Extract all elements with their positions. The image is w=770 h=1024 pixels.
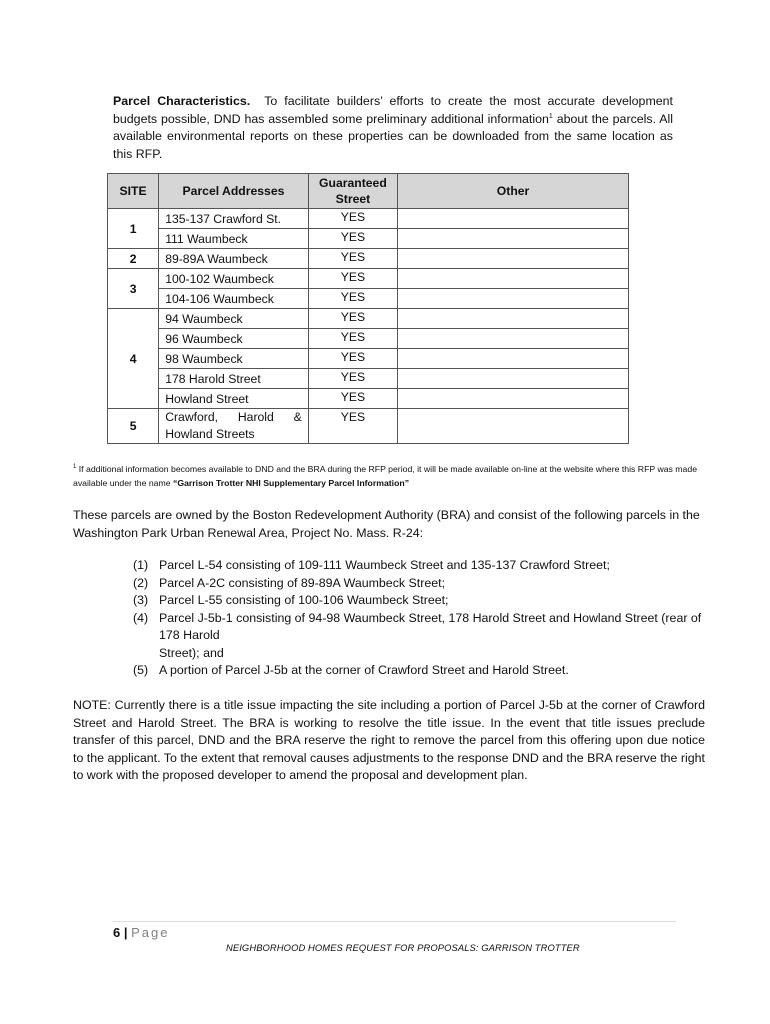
footnote-marker: 1 [73, 464, 77, 471]
guaranteed-cell: YES [308, 329, 397, 349]
list-item [133, 610, 705, 663]
guaranteed-cell: YES [308, 389, 397, 409]
page-number-separator: | [123, 925, 128, 940]
intro-text: To facilitate builders’ efforts to create the most accurate development budgets possible, DND has assembled some preliminary additional information [113, 94, 673, 126]
address-word: & [293, 410, 302, 424]
site-cell: 5 [108, 409, 159, 444]
intro-text-continued: about the parcels. All available environmental reports on these properties can be downloaded from the same location as this RFP. [113, 111, 673, 161]
address-cell: 104-106 Waumbeck [159, 289, 309, 309]
list-text-continued: Street); and [159, 645, 224, 660]
list-item [133, 557, 705, 575]
address-cell [159, 409, 309, 444]
header-parcel-addresses: Parcel Addresses [159, 174, 309, 209]
footer-divider [113, 921, 676, 922]
list-number: (2) [133, 575, 149, 590]
header-site: SITE [108, 174, 159, 209]
parcel-table [107, 173, 629, 444]
list-text: Parcel A-2C consisting of 89-89A Waumbeck Street; [159, 575, 446, 590]
address-word: Crawford, [165, 410, 219, 424]
other-cell [398, 229, 629, 249]
address-cell: 89-89A Waumbeck [159, 249, 309, 269]
site-cell: 1 [108, 209, 159, 249]
address-word: Harold [237, 410, 274, 424]
parcel-characteristics-paragraph [113, 93, 673, 163]
header-guaranteed-street-label: Guaranteed Street [319, 176, 387, 206]
list-item [133, 575, 705, 593]
guaranteed-cell: YES [308, 369, 397, 389]
address-line-2: Howland Streets [165, 427, 255, 441]
table-row [108, 329, 629, 349]
other-cell [398, 249, 629, 269]
other-cell [398, 209, 629, 229]
table-row [108, 309, 629, 329]
footnote-bold-name: “Garrison Trotter NHI Supplementary Parcel Information” [172, 478, 410, 488]
table-row [108, 249, 629, 269]
list-item [133, 592, 705, 610]
guaranteed-cell: YES [308, 249, 397, 269]
header-guaranteed-street [308, 174, 397, 209]
address-cell: 94 Waumbeck [159, 309, 309, 329]
list-number: (4) [133, 610, 149, 625]
address-cell: 111 Waumbeck [159, 229, 309, 249]
table-row [108, 229, 629, 249]
page-label: Page [131, 925, 170, 940]
site-cell: 2 [108, 249, 159, 269]
table-row [108, 389, 629, 409]
address-cell: Howland Street [159, 389, 309, 409]
header-other: Other [398, 174, 629, 209]
address-cell: 98 Waumbeck [159, 349, 309, 369]
guaranteed-cell: YES [308, 409, 397, 444]
guaranteed-cell: YES [308, 289, 397, 309]
other-cell [398, 269, 629, 289]
table-row [108, 369, 629, 389]
parcel-characteristics-heading: Parcel Characteristics. [113, 94, 251, 108]
other-cell [398, 309, 629, 329]
table-row [108, 269, 629, 289]
guaranteed-cell: YES [308, 229, 397, 249]
other-cell [398, 329, 629, 349]
list-number: (3) [133, 593, 149, 607]
address-cell: 96 Waumbeck [159, 329, 309, 349]
table-header-row [108, 174, 629, 209]
address-cell: 100-102 Waumbeck [159, 269, 309, 289]
list-text: Parcel L-54 consisting of 109-111 Waumbeck Street and 135-137 Crawford Street; [159, 558, 610, 572]
table-row [108, 209, 629, 229]
list-text: Parcel J-5b-1 consisting of 94-98 Waumbeck Street, 178 Harold Street and Howland Street (rear of 178 Harold [159, 610, 702, 642]
table-row [108, 409, 629, 444]
other-cell [398, 389, 629, 409]
table-row [108, 349, 629, 369]
footnote-text: If additional information becomes available to DND and the BRA during the RFP period, it will be made available on-line at the website where this RFP was made available under the name [73, 464, 698, 488]
title-issue-note: NOTE: Currently there is a title issue impacting the site including a portion of Parcel J-5b at the corner of Crawford Street and Harold Street. The BRA is working to resolve the title issue. In the event that title issues preclude transfer of this parcel, DND and the BRA reserve the right to remove the parcel from this offering upon due notice to the applicant. To the extent that removal causes adjustments to the response DND and the BRA reserve the right to work with the proposed developer to amend the proposal and development plan. [73, 698, 705, 783]
address-cell: 135-137 Crawford St. [159, 209, 309, 229]
table-row [108, 289, 629, 309]
guaranteed-cell: YES [308, 209, 397, 229]
list-text: Parcel L-55 consisting of 100-106 Waumbeck Street; [159, 593, 449, 607]
footer-title: NEIGHBORHOOD HOMES REQUEST FOR PROPOSALS: GARRISON TROTTER [226, 942, 580, 953]
footnote [73, 462, 705, 490]
other-cell [398, 289, 629, 309]
site-cell: 4 [108, 309, 159, 409]
parcel-list [133, 557, 705, 680]
other-cell [398, 409, 629, 444]
guaranteed-cell: YES [308, 349, 397, 369]
ownership-paragraph: These parcels are owned by the Boston Redevelopment Authority (BRA) and consist of the following parcels in the Washington Park Urban Renewal Area, Project No. Mass. R-24: [73, 508, 700, 540]
other-cell [398, 349, 629, 369]
list-text: A portion of Parcel J-5b at the corner of Crawford Street and Harold Street. [159, 663, 569, 677]
page-number-value: 6 [113, 925, 121, 940]
site-cell: 3 [108, 269, 159, 309]
footnote-reference: 1 [548, 112, 553, 120]
other-cell [398, 369, 629, 389]
table-body [108, 209, 629, 444]
page-number [113, 925, 170, 940]
list-item [133, 662, 705, 680]
list-number: (1) [133, 558, 149, 572]
address-cell: 178 Harold Street [159, 369, 309, 389]
guaranteed-cell: YES [308, 269, 397, 289]
list-number: (5) [133, 663, 149, 677]
address-line-1 [165, 409, 302, 426]
guaranteed-cell: YES [308, 309, 397, 329]
